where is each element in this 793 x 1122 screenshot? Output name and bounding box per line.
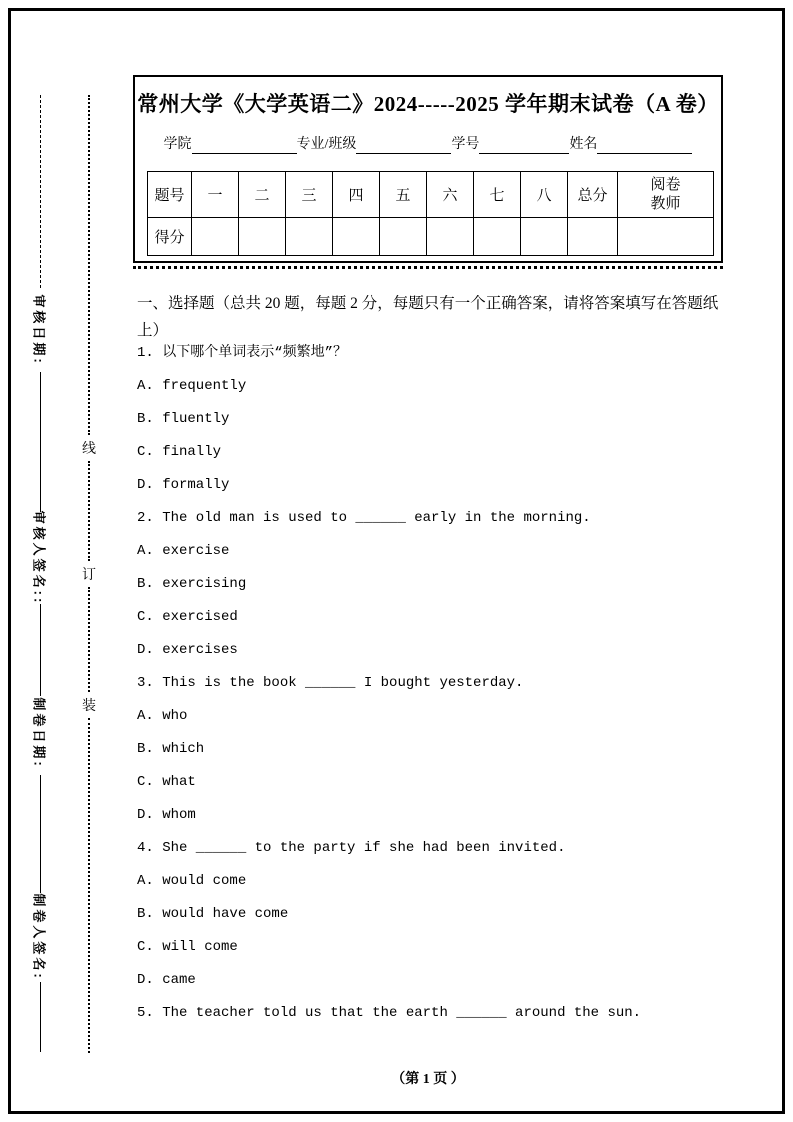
binding-char-ding: 订 — [82, 566, 96, 582]
score-table-col-5: 五 — [380, 172, 427, 218]
major-class-label: 专业/班级 — [296, 137, 357, 152]
question-1-option-c: C. finally — [137, 444, 222, 460]
reviewer-signature-label: 审核人签名:: — [31, 510, 47, 606]
paper-maker-signature-label: 制卷人签名: — [31, 893, 47, 981]
question-1-text: 1. 以下哪个单词表示“频繁地”？ — [137, 345, 348, 361]
question-2-option-d: D. exercises — [137, 642, 238, 658]
question-5-text: 5. The teacher told us that the earth ______ around the sun. — [137, 1005, 642, 1021]
score-table-col-2: 二 — [239, 172, 286, 218]
review-date-blank-line — [40, 372, 41, 512]
question-1-option-b: B. fluently — [137, 411, 230, 427]
paper-making-date-blank-line — [40, 775, 41, 893]
question-3-option-a: A. who — [137, 708, 188, 724]
section-heading: 一、选择题（总共 20 题，每题 2 分，每题只有一个正确答案，请将答案填写在答题纸上） — [137, 295, 719, 339]
grader-header — [618, 172, 714, 218]
score-cell — [333, 218, 380, 256]
question-4-option-c: C. will come — [137, 939, 238, 955]
question-1-option-a: A. frequently — [137, 378, 247, 394]
score-table-col-1: 一 — [192, 172, 239, 218]
name-label: 姓名 — [569, 137, 598, 152]
grader-header-label: 阅卷教师 — [650, 176, 681, 212]
reviewer-signature-blank-line — [40, 604, 41, 696]
total-score-cell — [568, 218, 618, 256]
binding-line-segment — [88, 95, 90, 435]
paper-maker-signature-blank-line — [40, 982, 41, 1052]
question-1-option-d: D. formally — [137, 477, 230, 493]
score-cell — [192, 218, 239, 256]
binding-line-segment — [88, 461, 90, 561]
score-cell — [239, 218, 286, 256]
question-2-text: 2. The old man is used to ______ early in the morning. — [137, 510, 591, 526]
exam-title: 常州大学《大学英语二》2024-----2025 学年期末试卷（A 卷） — [137, 92, 719, 116]
paper-making-date-label: 制卷日期: — [31, 697, 47, 769]
question-4-option-a: A. would come — [137, 873, 247, 889]
binding-line-segment — [88, 718, 90, 1053]
score-table-col-8: 八 — [521, 172, 568, 218]
score-table-col-7: 七 — [474, 172, 521, 218]
major-class-field — [356, 137, 451, 154]
score-cell — [474, 218, 521, 256]
score-table-col-6: 六 — [427, 172, 474, 218]
binding-char-xian: 线 — [82, 440, 96, 456]
score-table-total-header: 总分 — [568, 172, 618, 218]
question-number-header: 题号 — [148, 172, 192, 218]
student-id-label: 学号 — [451, 137, 480, 152]
question-2-option-a: A. exercise — [137, 543, 230, 559]
score-cell — [521, 218, 568, 256]
name-field — [597, 137, 692, 154]
page-footer: （第 1 页 ） — [391, 1072, 465, 1087]
question-3-text: 3. This is the book ______ I bought yesterday. — [137, 675, 524, 691]
score-cell — [286, 218, 333, 256]
college-label: 学院 — [163, 137, 192, 152]
score-row-header: 得分 — [148, 218, 192, 256]
sidebar-dashed-line — [40, 95, 41, 288]
question-4-text: 4. She ______ to the party if she had been invited. — [137, 840, 566, 856]
questions-list — [137, 337, 723, 1030]
binding-line — [81, 95, 97, 1053]
binding-line-segment — [88, 587, 90, 692]
score-cell — [427, 218, 474, 256]
question-2-option-c: C. exercised — [137, 609, 238, 625]
question-3-option-c: C. what — [137, 774, 196, 790]
dotted-separator — [133, 266, 723, 269]
header-box — [133, 75, 723, 263]
grader-cell — [618, 218, 714, 256]
review-date-label: 审核日期: — [31, 294, 47, 366]
score-table-col-3: 三 — [286, 172, 333, 218]
question-4-option-d: D. came — [137, 972, 196, 988]
binding-char-zhuang: 装 — [82, 697, 96, 713]
question-3-option-d: D. whom — [137, 807, 196, 823]
question-2-option-b: B. exercising — [137, 576, 247, 592]
score-cell — [380, 218, 427, 256]
question-3-option-b: B. which — [137, 741, 205, 757]
student-info-form — [135, 133, 721, 154]
score-table — [147, 171, 714, 256]
score-table-col-4: 四 — [333, 172, 380, 218]
student-id-field — [479, 137, 569, 154]
college-field — [192, 137, 297, 154]
question-4-option-b: B. would have come — [137, 906, 289, 922]
